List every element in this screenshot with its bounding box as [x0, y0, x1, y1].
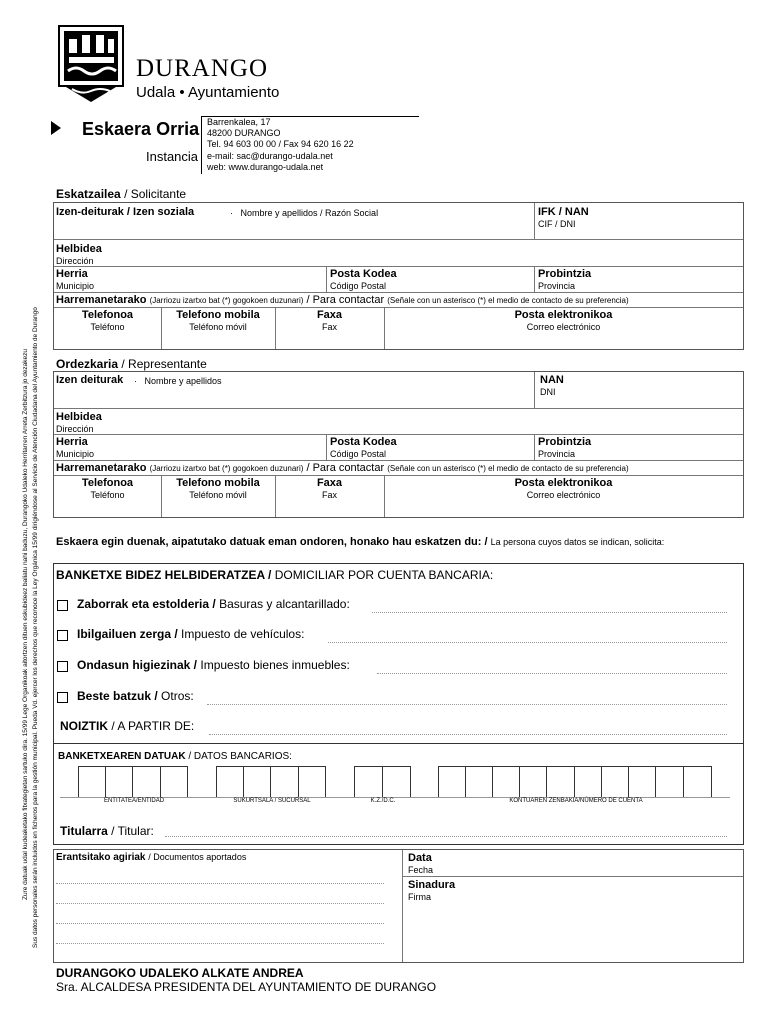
- rep-email-label: Posta elektronikoa: [514, 477, 613, 489]
- branch-cell[interactable]: [270, 766, 299, 798]
- rep-town-label: Herria: [56, 436, 88, 448]
- rep-address-label-es: Dirección: [56, 424, 94, 434]
- entity-cell[interactable]: [132, 766, 161, 798]
- divider: [534, 203, 535, 239]
- docs-input-line[interactable]: [56, 903, 384, 904]
- rep-phone-label-es: Teléfono: [90, 490, 125, 500]
- dc-cell[interactable]: [354, 766, 383, 798]
- checkbox-other[interactable]: [57, 692, 68, 703]
- footer-recipient-eu: DURANGOKO UDALEKO ALKATE ANDREA: [56, 966, 304, 980]
- input-line-waste[interactable]: [372, 612, 727, 613]
- account-cell[interactable]: [438, 766, 466, 798]
- input-line-property[interactable]: [377, 673, 727, 674]
- divider: [326, 434, 327, 460]
- address-block: [207, 117, 354, 173]
- address-line: web: www.durango-udala.net: [207, 161, 324, 172]
- entity-cell[interactable]: [78, 766, 106, 798]
- date-label: Data: [408, 852, 432, 864]
- applicant-name-label-es: · Nombre y apellidos / Razón Social: [230, 208, 379, 218]
- rep-mobile-label-es: Teléfono móvil: [189, 490, 247, 500]
- docs-input-line[interactable]: [56, 923, 384, 924]
- org-subtitle: Udala • Ayuntamiento: [136, 84, 280, 101]
- branch-cells[interactable]: [216, 766, 328, 798]
- divider: [54, 460, 743, 461]
- applicant-email-label-es: Correo electrónico: [526, 322, 601, 332]
- account-cell[interactable]: [492, 766, 520, 798]
- representative-section-title: Ordezkaria / Representante: [56, 357, 207, 371]
- branch-cell[interactable]: [243, 766, 271, 798]
- divider: [326, 266, 327, 292]
- account-cell[interactable]: [574, 766, 602, 798]
- from-label: NOIZTIK / A PARTIR DE:: [60, 719, 195, 733]
- bank-data-label: BANKETXEAREN DATUAK / DATOS BANCARIOS:: [58, 751, 292, 762]
- applicant-address-label-es: Dirección: [56, 256, 94, 266]
- docs-box: [53, 849, 744, 963]
- account-label: KONTUAREN ZENBAKIA/NÚMERO DE CUENTA: [509, 798, 643, 804]
- applicant-id-label-es: CIF / DNI: [538, 219, 576, 229]
- rep-email-label-es: Correo electrónico: [526, 490, 601, 500]
- rep-name-label: Izen deiturak: [56, 374, 124, 386]
- applicant-mobile-label-es: Teléfono móvil: [189, 322, 247, 332]
- input-line-holder[interactable]: [165, 836, 727, 837]
- side-text-es: Sus datos personales serán incluidos en ficheros para la gestión municipal. Pueda Vd. ejercer los derechos que reconoce la Ley Orgánica 15/99 dirigiéndose al Servicio de Atención Ciudadana del Ayuntamiento de Durango: [32, 307, 39, 948]
- account-cell[interactable]: [601, 766, 629, 798]
- address-line: Tel. 94 603 00 00 / Fax 94 620 16 22: [207, 139, 354, 150]
- applicant-phone-label-es: Teléfono: [90, 322, 125, 332]
- branch-label: SUKURTSALA / SUCURSAL: [233, 798, 311, 804]
- rep-town-label-es: Municipio: [56, 449, 95, 459]
- dc-label: K.Z./D.C.: [370, 798, 396, 804]
- form-title: Eskaera Orria: [82, 119, 200, 139]
- address-divider: [201, 116, 202, 174]
- rep-contact-label: Harremanetarako (Jarriozu izartxo bat (*) gogokoen duzunari) / Para contactar (Señale con un asterisco (*) el medio de contacto de su preferencia): [56, 462, 629, 474]
- input-line-vehicles[interactable]: [328, 642, 727, 643]
- docs-input-line[interactable]: [56, 883, 384, 884]
- dc-cells[interactable]: [354, 766, 412, 798]
- divider: [54, 434, 743, 435]
- applicant-zip-label-es: Código Postal: [330, 281, 387, 291]
- rep-address-label: Helbidea: [56, 411, 102, 423]
- applicant-id-label: IFK / NAN: [538, 206, 589, 218]
- branch-cell[interactable]: [298, 766, 326, 798]
- divider: [534, 372, 535, 408]
- divider: [54, 475, 743, 476]
- applicant-town-label: Herria: [56, 268, 88, 280]
- account-cell[interactable]: [546, 766, 575, 798]
- item-waste-label: Zaborrak eta estolderia / Basuras y alcantarillado:: [77, 597, 350, 611]
- entity-cell[interactable]: [105, 766, 133, 798]
- title-arrow-icon: [51, 121, 61, 135]
- rep-name-label-es: · Nombre y apellidos: [134, 376, 222, 386]
- side-text-eu: Zure datuak udal kudeaketako fitxategietan sartuko dira. 15/99 Lege Organikoak aitortzen dituen eskubideez baliatu nahi baduzu, Durangoko Udaleko Herritarren Arreta Zerbitzura jo dezakezu: [22, 348, 29, 900]
- holder-label: Titularra / Titular:: [60, 824, 154, 838]
- divider: [54, 743, 743, 744]
- entity-cell[interactable]: [160, 766, 188, 798]
- account-cell[interactable]: [465, 766, 493, 798]
- request-text: Eskaera egin duenak, aipatutako datuak eman ondoren, honako hau eskatzen du: / La persona cuyos datos se indican, solicita:: [56, 536, 665, 548]
- divider: [403, 876, 743, 877]
- checkbox-vehicles[interactable]: [57, 630, 68, 641]
- rep-fax-label-es: Fax: [321, 490, 337, 500]
- docs-input-line[interactable]: [56, 943, 384, 944]
- item-vehicles-label: Ibilgailuen zerga / Impuesto de vehículos:: [77, 627, 305, 641]
- applicant-phone-label: Telefonoa: [81, 309, 134, 321]
- divider: [54, 408, 743, 409]
- bank-title: BANKETXE BIDEZ HELBIDERATZEA / DOMICILIAR POR CUENTA BANCARIA:: [56, 568, 494, 582]
- rep-fax-label: Faxa: [316, 477, 343, 489]
- account-cell[interactable]: [683, 766, 712, 798]
- org-name: DURANGO: [136, 55, 268, 82]
- applicant-address-label: Helbidea: [56, 243, 102, 255]
- rep-phone-label: Telefonoa: [81, 477, 134, 489]
- input-line-from[interactable]: [209, 734, 727, 735]
- rep-province-label: Probintzia: [538, 436, 592, 448]
- divider: [54, 239, 743, 240]
- docs-label: Erantsitako agiriak / Documentos aportados: [56, 852, 247, 863]
- footer-recipient-es: Sra. ALCALDESA PRESIDENTA DEL AYUNTAMIENTO DE DURANGO: [56, 980, 437, 994]
- divider: [54, 292, 743, 293]
- date-label-es: Fecha: [408, 865, 434, 875]
- account-cell[interactable]: [628, 766, 656, 798]
- divider: [54, 307, 743, 308]
- durango-logo: [58, 25, 124, 103]
- applicant-province-label: Probintzia: [538, 268, 592, 280]
- applicant-province-label-es: Provincia: [538, 281, 576, 291]
- address-line: 48200 DURANGO: [207, 128, 281, 139]
- account-cell[interactable]: [655, 766, 684, 798]
- applicant-mobile-label: Telefono mobila: [176, 309, 260, 321]
- divider: [534, 266, 535, 292]
- signature-label: Sinadura: [408, 879, 456, 891]
- applicant-fax-label: Faxa: [316, 309, 343, 321]
- entity-label: ENTITATEA/ENTIDAD: [103, 798, 165, 804]
- checkbox-property[interactable]: [57, 661, 68, 672]
- rep-zip-label: Posta Kodea: [330, 436, 397, 448]
- applicant-zip-label: Posta Kodea: [330, 268, 397, 280]
- dc-cell[interactable]: [382, 766, 411, 798]
- address-line: e-mail: sac@durango-udala.net: [207, 150, 333, 161]
- item-property-label: Ondasun higiezinak / Impuesto bienes inmuebles:: [77, 658, 350, 672]
- checkbox-waste[interactable]: [57, 600, 68, 611]
- applicant-contact-label: Harremanetarako (Jarriozu izartxo bat (*) gogokoen duzunari) / Para contactar (Señale con un asterisco (*) el medio de contacto de su preferencia): [56, 294, 629, 306]
- rep-zip-label-es: Código Postal: [330, 449, 387, 459]
- form-title-es: Instancia: [146, 149, 199, 164]
- branch-cell[interactable]: [216, 766, 244, 798]
- divider: [534, 434, 535, 460]
- applicant-town-label-es: Municipio: [56, 281, 95, 291]
- rep-id-label-es: DNI: [540, 387, 556, 397]
- input-line-other[interactable]: [207, 704, 727, 705]
- rep-province-label-es: Provincia: [538, 449, 576, 459]
- account-cell[interactable]: [519, 766, 547, 798]
- address-line: Barrenkalea, 17: [207, 117, 271, 127]
- applicant-section-title: Eskatzailea / Solicitante: [56, 187, 187, 201]
- applicant-name-label: Izen-deiturak / Izen soziala: [56, 206, 195, 218]
- item-other-label: Beste batzuk / Otros:: [77, 689, 194, 703]
- rep-id-label: NAN: [540, 374, 564, 386]
- signature-label-es: Firma: [408, 892, 431, 902]
- entity-cells[interactable]: [78, 766, 190, 798]
- rep-mobile-label: Telefono mobila: [176, 477, 260, 489]
- divider: [402, 850, 403, 962]
- divider: [54, 266, 743, 267]
- account-cells[interactable]: [438, 766, 714, 798]
- applicant-fax-label-es: Fax: [321, 322, 337, 332]
- applicant-email-label: Posta elektronikoa: [514, 309, 613, 321]
